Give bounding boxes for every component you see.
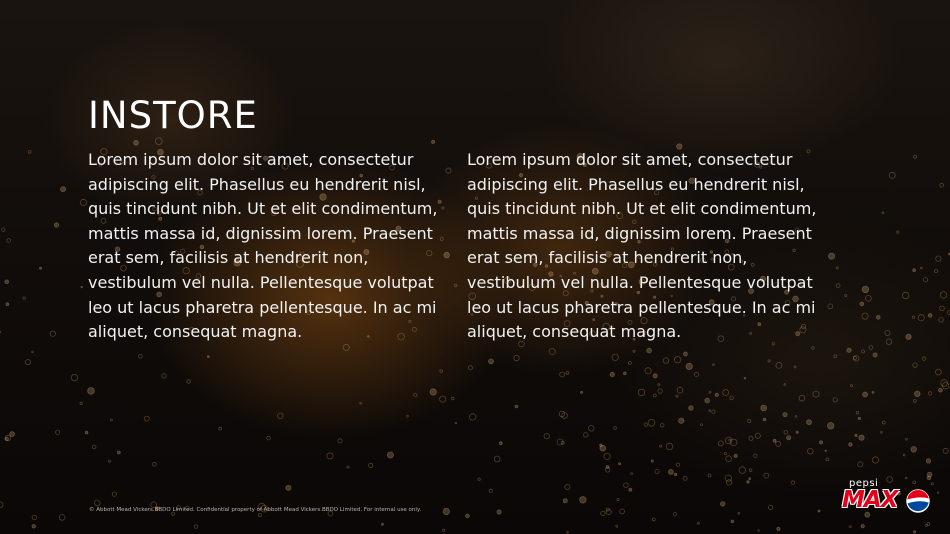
bubble [117, 451, 120, 454]
bubble [619, 463, 621, 465]
bubble [713, 364, 715, 366]
bubble [914, 155, 917, 158]
bubble [836, 267, 838, 269]
bubble [859, 435, 864, 440]
bubble [727, 480, 732, 485]
bubble [818, 510, 820, 512]
bubble [683, 476, 687, 480]
bubble [219, 427, 222, 430]
bubble [620, 509, 625, 514]
bubble [795, 416, 797, 418]
bubble [812, 347, 815, 350]
bubble [763, 418, 766, 421]
bubble [829, 253, 835, 259]
bubble [768, 505, 772, 509]
bubble [633, 350, 635, 352]
bubble [744, 377, 746, 379]
bubble [862, 286, 869, 293]
bubble [679, 418, 684, 423]
bubble [601, 511, 605, 515]
bubble [923, 278, 927, 282]
bubble [631, 473, 633, 475]
bubble [338, 439, 342, 443]
bubble [406, 415, 408, 417]
bubble [726, 456, 732, 462]
bubble [153, 462, 157, 466]
bubble [869, 346, 873, 350]
bubble [440, 370, 443, 373]
bubble [943, 448, 948, 453]
bubble [652, 518, 655, 521]
bubble [616, 525, 618, 527]
bubble [644, 423, 647, 426]
bubble [544, 434, 549, 439]
bubble [936, 369, 942, 375]
bubble [747, 481, 750, 484]
bubble [80, 199, 86, 205]
logo-pepsi-word: pepsi [849, 478, 879, 489]
bubble [796, 431, 798, 433]
bubble [489, 489, 492, 492]
bubble [708, 474, 711, 477]
bubble [754, 454, 757, 457]
bubble [455, 422, 457, 424]
bubble [32, 351, 34, 353]
bubble [676, 463, 679, 466]
bubble [783, 413, 787, 417]
bubble [940, 292, 947, 299]
bubble [705, 398, 710, 403]
bubble [897, 231, 899, 233]
bubble [749, 469, 752, 472]
bubble [134, 140, 139, 145]
bubble [494, 456, 500, 462]
bubble [936, 256, 941, 261]
bubble [647, 348, 652, 353]
bubble [497, 510, 501, 514]
body-text-right: Lorem ipsum dolor sit amet, consectetur adipiscing elit. Phasellus eu hendrerit nisl, quis tincidunt nibh. Ut et elit condimentum, mattis massa id, dignissim lorem. Praesent erat sem, facilisis at hendrerit non, vestibulum vel nulla. Pellentesque volutpat leo ut lacus pharetra pellentesque. In ac mi aliquet, consequat magna. [467, 150, 817, 342]
bubble [724, 453, 726, 455]
bubble [697, 522, 699, 524]
bubble [92, 445, 96, 449]
bubble [686, 363, 692, 369]
bubble [689, 406, 694, 411]
bubble [10, 432, 15, 437]
bubble [921, 267, 923, 269]
bubble [549, 349, 555, 355]
bubble [50, 331, 55, 336]
bubble [614, 427, 617, 430]
bubble [606, 466, 609, 469]
bubble [258, 513, 261, 516]
bubble [845, 294, 847, 296]
bubble [514, 355, 519, 360]
bubble [861, 524, 864, 527]
bubble [94, 500, 100, 506]
bubble [712, 410, 715, 413]
bubble [88, 388, 95, 395]
bubble [826, 458, 829, 461]
bubble [734, 454, 737, 457]
bubble [489, 359, 494, 364]
bubble [162, 374, 166, 378]
bubble [39, 267, 41, 269]
bubble [738, 512, 740, 514]
bubble [794, 366, 796, 368]
bubble [882, 212, 884, 214]
bubble [327, 453, 333, 459]
bubble [876, 315, 880, 319]
bubble [858, 417, 860, 419]
bubble [581, 391, 583, 393]
bubble [776, 441, 781, 446]
bubble [758, 530, 760, 532]
bubble [655, 470, 659, 474]
bubble [567, 531, 569, 533]
bubble [600, 445, 606, 451]
bubble [589, 426, 595, 432]
bubble [915, 391, 921, 397]
bubble [813, 391, 819, 397]
bubble [85, 431, 88, 434]
bubble [32, 515, 37, 520]
bubble [918, 315, 924, 321]
bubble [718, 441, 723, 446]
bubble [791, 481, 795, 485]
bubble [674, 473, 676, 475]
bubble [819, 441, 822, 444]
bubble [866, 295, 872, 301]
bubble [731, 520, 734, 523]
bubble [610, 372, 614, 376]
bubble [695, 373, 699, 377]
bubble [715, 393, 718, 396]
bubble [638, 389, 645, 396]
bubble [709, 391, 711, 393]
bubble [674, 357, 680, 363]
bubble [863, 392, 868, 397]
bubble [144, 416, 149, 421]
bubble [849, 526, 851, 528]
bubble [934, 269, 938, 273]
bubble [913, 269, 916, 272]
bubble [604, 453, 610, 459]
bubble [566, 372, 569, 375]
bubble [478, 478, 480, 480]
bubble [787, 436, 791, 440]
bubble [912, 316, 914, 318]
bubble [761, 405, 767, 411]
bubble [862, 350, 865, 353]
bubble [466, 514, 470, 518]
bubble [709, 410, 711, 412]
bubble [430, 389, 436, 395]
bubble [749, 478, 751, 480]
slide-title: INSTORE [88, 94, 258, 137]
bubble [440, 396, 446, 402]
bubble [902, 292, 909, 299]
bubble [873, 353, 877, 357]
bubble [286, 485, 291, 490]
bubble [658, 389, 662, 393]
bubble [855, 434, 857, 436]
bubble [668, 469, 673, 474]
bubble [881, 431, 883, 433]
bubble [872, 391, 874, 393]
bubble [940, 306, 945, 311]
bubble [2, 228, 5, 231]
bubble [139, 354, 143, 358]
bubble [194, 525, 198, 529]
bubble [755, 433, 760, 438]
bubble [922, 357, 926, 361]
footer-disclaimer: © Abbott Mead Vickers.BBDO Limited. Confidential property of Abbott Mead Vickers.BBDO Limited. For internal use only. [89, 507, 422, 513]
bubble [648, 419, 655, 426]
bubble [850, 385, 852, 387]
bubble [739, 467, 746, 474]
bubble [748, 419, 751, 422]
bubble [729, 439, 731, 441]
bubble [676, 395, 678, 397]
bubble [926, 459, 930, 463]
bubble [847, 348, 851, 352]
bubble [834, 355, 837, 358]
bubble [749, 436, 753, 440]
bubble [872, 457, 878, 463]
bubble [776, 362, 782, 368]
bubble [629, 488, 632, 491]
bubble [833, 398, 837, 402]
bubble [660, 424, 664, 428]
bubble [0, 331, 1, 333]
bubble [723, 390, 729, 396]
bubble [443, 508, 449, 514]
bubble [886, 339, 892, 345]
bubble [940, 183, 944, 187]
bubble [777, 527, 780, 530]
bubble [7, 239, 11, 243]
bubble [267, 436, 271, 440]
bubble [452, 397, 455, 400]
bubble [584, 433, 589, 438]
bubble [836, 284, 840, 288]
bubble [343, 344, 349, 350]
bubble [5, 280, 9, 284]
pepsi-max-logo [842, 476, 932, 518]
bubble [155, 138, 162, 145]
bubble [701, 424, 703, 426]
bubble [773, 439, 776, 442]
bubble [360, 402, 362, 404]
bubble [889, 172, 895, 178]
bubble [347, 466, 349, 468]
bubble [387, 452, 393, 458]
bubble [882, 421, 885, 424]
bubble [5, 437, 9, 441]
bubble [768, 360, 770, 362]
bubble [414, 394, 417, 397]
body-text-left: Lorem ipsum dolor sit amet, consectetur adipiscing elit. Phasellus eu hendrerit nisl, quis tincidunt nibh. Ut et elit condimentum, mattis massa id, dignissim lorem. Praesent erat sem, facilisis at hendrerit non, vestibulum vel nulla. Pellentesque volutpat leo ut lacus pharetra pellentesque. In ac mi aliquet, consequat magna. [88, 150, 438, 342]
bubble [110, 419, 112, 421]
bubble [666, 443, 673, 450]
bubble [381, 523, 383, 525]
bubble [663, 358, 669, 364]
bubble [560, 372, 565, 377]
bubble [54, 223, 58, 227]
logo-max-word: MAX [842, 487, 898, 513]
bubble [432, 140, 435, 143]
bubble [207, 356, 209, 358]
bubble [858, 462, 863, 467]
bubble [683, 352, 687, 356]
bubble [660, 445, 662, 447]
bubble [860, 302, 864, 306]
bubble [885, 330, 890, 335]
bubble [827, 423, 834, 430]
bubble [651, 460, 653, 462]
bubble [81, 286, 83, 288]
bubble [468, 366, 472, 370]
bubble [108, 460, 110, 462]
bubble [730, 396, 734, 400]
bubble [764, 473, 769, 478]
bubble [645, 368, 651, 374]
bubble [927, 523, 930, 526]
bubble [623, 372, 626, 375]
bubble [913, 363, 917, 367]
bubble [807, 420, 812, 425]
bubble [369, 463, 373, 467]
bubble [914, 400, 917, 403]
bubble [606, 509, 611, 514]
bubble [913, 531, 915, 533]
bubble [28, 151, 31, 154]
bubble [624, 483, 629, 488]
bubble [862, 313, 868, 319]
bubble [278, 413, 284, 419]
bubble [580, 497, 587, 504]
bubble [856, 411, 859, 414]
bubble [563, 499, 567, 503]
bubble [71, 374, 78, 381]
bubble [849, 443, 853, 447]
bubble [515, 405, 518, 408]
bubble [499, 442, 502, 445]
bubble [928, 314, 932, 318]
bubble [673, 513, 676, 516]
bubble [903, 454, 905, 456]
bubble [911, 447, 917, 453]
bubble [784, 430, 788, 434]
bubble [6, 303, 9, 306]
bubble [677, 387, 683, 393]
bubble [112, 492, 116, 496]
bubble [906, 334, 911, 339]
bubble [720, 502, 725, 507]
bubble [906, 438, 908, 440]
bubble [80, 402, 82, 404]
bubble [557, 439, 563, 445]
bubble [61, 187, 66, 192]
bubble [653, 394, 656, 397]
bubble [454, 284, 457, 287]
bubble [653, 374, 657, 378]
bubble [939, 318, 944, 323]
bubble [187, 380, 191, 384]
pepsi-globe-icon [906, 489, 930, 513]
bubble [32, 525, 36, 529]
bubble [617, 498, 619, 500]
bubble [55, 430, 59, 434]
bubble [825, 450, 827, 452]
bubble [565, 484, 570, 489]
bubble [628, 362, 631, 365]
bubble [939, 388, 943, 392]
bubble [470, 414, 476, 420]
bubble [442, 529, 444, 531]
bubble [658, 384, 660, 386]
bubble [23, 297, 25, 299]
bubble [612, 354, 618, 360]
bubble [808, 448, 814, 454]
bubble [59, 515, 65, 521]
bubble [937, 492, 939, 494]
bubble [25, 360, 30, 365]
bubble [928, 392, 931, 395]
bubble [799, 395, 805, 401]
bubble [0, 502, 3, 508]
bubble [784, 384, 786, 386]
